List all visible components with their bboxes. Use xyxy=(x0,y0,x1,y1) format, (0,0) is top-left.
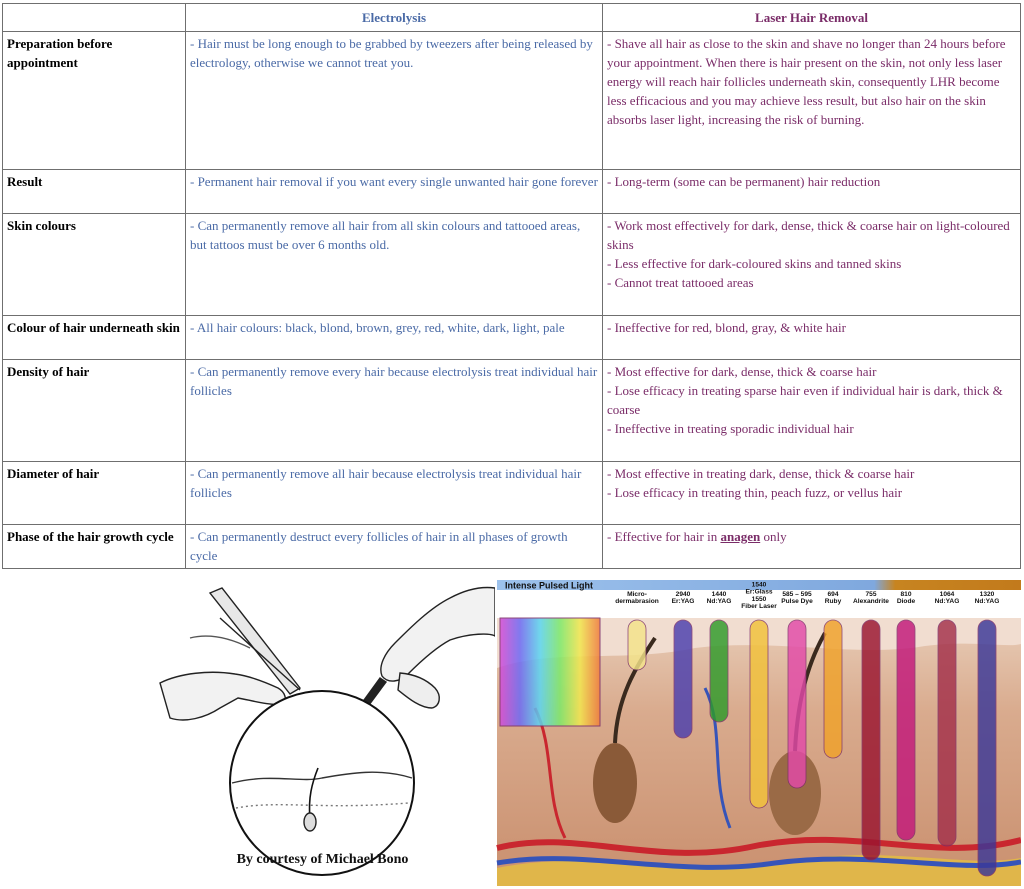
wavelength-label: Nd:YAG xyxy=(974,598,1000,606)
wavelength-label: 694 xyxy=(827,591,839,598)
ipl-spectrum-box xyxy=(500,618,600,726)
wavelength-label: Nd:YAG xyxy=(706,598,732,606)
wavelength-bar xyxy=(710,620,728,722)
wavelength-bar xyxy=(862,620,880,860)
row-label: Preparation before appointment xyxy=(3,32,186,170)
electrolysis-cell: - Can permanently remove all hair because electrolysis treat individual hair follicles xyxy=(186,462,603,525)
row-label: Result xyxy=(3,170,186,214)
row-label: Density of hair xyxy=(3,360,186,462)
table-row xyxy=(3,360,1021,462)
wavelength-bar xyxy=(750,620,768,808)
header-laser: Laser Hair Removal xyxy=(603,4,1021,32)
header-electrolysis: Electrolysis xyxy=(186,4,603,32)
wavelength-label: 1320 xyxy=(979,591,995,598)
wavelength-bar xyxy=(628,620,646,670)
ipl-label: Intense Pulsed Light xyxy=(505,580,594,591)
illustration-caption: By courtesy of Michael Bono xyxy=(236,852,409,867)
wavelength-label: Alexandrite xyxy=(853,598,889,606)
wavelength-label: Micro- xyxy=(627,591,647,598)
wavelength-label: 2940 xyxy=(675,591,691,598)
electrolysis-illustration xyxy=(150,578,495,886)
electrolysis-cell: - Can permanently remove all hair from all skin colours and tattooed areas, but tattoos must be over 6 months old. xyxy=(186,214,603,316)
header-blank xyxy=(3,4,186,32)
wavelength-label: 1540 xyxy=(751,581,767,589)
laser-cell: - Long-term (some can be permanent) hair reduction xyxy=(603,170,1021,214)
wavelength-label: 1064 xyxy=(939,591,955,598)
laser-cell: - Most effective in treating dark, dense, thick & coarse hair - Lose efficacy in treating thin, peach fuzz, or vellus hair xyxy=(603,462,1021,525)
row-label: Diameter of hair xyxy=(3,462,186,525)
wavelength-bar xyxy=(938,620,956,846)
wavelength-label: dermabrasion xyxy=(615,598,659,606)
wavelength-label: Ruby xyxy=(824,598,842,606)
laser-wavelength-diagram xyxy=(495,578,1021,886)
laser-cell: - Most effective for dark, dense, thick & coarse hair - Lose efficacy in treating sparse hair even if individual hair is dark, thick & coarse - Ineffective in treating sporadic individual hair xyxy=(603,360,1021,462)
laser-cell: - Shave all hair as close to the skin and shave no longer than 24 hours before your appointment. When there is hair present on the skin, not only less laser energy will reach hair follicles underneath skin, consequently LHR become less efficacious and you may achieve less result, but also hair on the skin absorbs laser light, increasing the risk of burning. xyxy=(603,32,1021,170)
wavelength-bar xyxy=(824,620,842,758)
wavelength-bar xyxy=(674,620,692,738)
wavelength-label: Er:YAG xyxy=(671,598,695,606)
wavelength-label: Pulse Dye xyxy=(781,598,813,606)
anagen-link[interactable]: anagen xyxy=(720,529,761,544)
table-row xyxy=(3,32,1021,170)
table-row xyxy=(3,462,1021,525)
wavelength-label: Diode xyxy=(896,598,916,606)
wavelength-label: 810 xyxy=(900,591,912,598)
table-row xyxy=(3,316,1021,360)
electrolysis-cell: - Can permanently destruct every follicles of hair in all phases of growth cycle xyxy=(186,525,603,569)
wavelength-label: 1440 xyxy=(711,591,727,598)
table-row xyxy=(3,525,1021,569)
table-row xyxy=(3,170,1021,214)
wavelength-bar xyxy=(897,620,915,840)
wavelength-bar xyxy=(978,620,996,876)
wavelength-label: 1550 xyxy=(751,595,767,603)
row-label: Skin colours xyxy=(3,214,186,316)
wavelength-label: 585 – 595 xyxy=(782,591,812,598)
laser-cell: - Effective for hair in anagen only xyxy=(603,525,1021,569)
comparison-table xyxy=(2,3,1021,569)
wavelength-bar xyxy=(788,620,806,788)
electrolysis-cell: - Hair must be long enough to be grabbed by tweezers after being released by electrology, otherwise we cannot treat you. xyxy=(186,32,603,170)
wavelength-label: 755 xyxy=(865,591,877,598)
laser-cell: - Ineffective for red, blond, gray, & white hair xyxy=(603,316,1021,360)
electrolysis-cell: - All hair colours: black, blond, brown, grey, red, white, dark, light, pale xyxy=(186,316,603,360)
laser-cell: - Work most effectively for dark, dense, thick & coarse hair on light-coloured skins - Less effective for dark-coloured skins and tanned skins - Cannot treat tattooed areas xyxy=(603,214,1021,316)
table-row xyxy=(3,214,1021,316)
table-header-row xyxy=(3,4,1021,32)
row-label: Colour of hair underneath skin xyxy=(3,316,186,360)
wavelength-label: Er:Glass xyxy=(745,588,773,596)
row-label: Phase of the hair growth cycle xyxy=(3,525,186,569)
electrolysis-cell: - Permanent hair removal if you want every single unwanted hair gone forever xyxy=(186,170,603,214)
wavelength-label: Fiber Laser xyxy=(741,603,777,611)
electrolysis-cell: - Can permanently remove every hair because electrolysis treat individual hair follicles xyxy=(186,360,603,462)
wavelength-label: Nd:YAG xyxy=(934,598,960,606)
